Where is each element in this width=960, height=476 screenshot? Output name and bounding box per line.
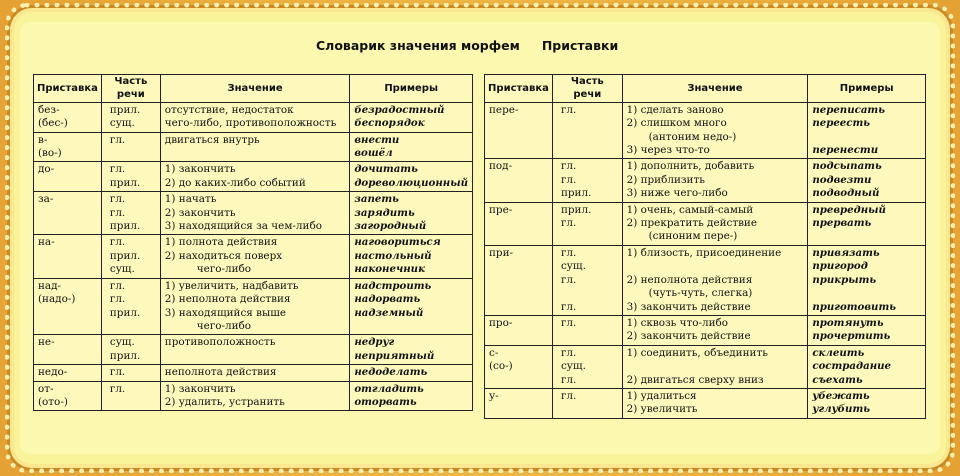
meaning-cell (160, 381, 350, 411)
part-of-speech-line: сущ. (560, 260, 586, 273)
part-of-speech-cell (101, 102, 160, 132)
meaning-line: 1) закончить (164, 382, 236, 395)
meaning-line: чего-либо, противоположность (164, 117, 337, 130)
examples-line: надземный (354, 306, 424, 319)
table-row (485, 245, 926, 315)
meaning-cell (160, 335, 350, 365)
meaning-line: 3) ниже чего-либо (626, 187, 728, 200)
examples-cell (808, 388, 926, 418)
examples-line: съехать (812, 373, 863, 386)
prefix-line: от- (38, 382, 54, 395)
examples-cell (808, 102, 926, 159)
examples-line: углубить (812, 403, 870, 416)
part-of-speech-line: гл. (109, 293, 126, 306)
meaning-cell (160, 162, 350, 192)
examples-line: превредный (812, 203, 886, 216)
examples-line: прикрыть (812, 273, 877, 286)
prefix-cell (485, 202, 553, 245)
meaning-line: 1) полнота действия (164, 236, 278, 249)
prefix-cell (34, 162, 102, 192)
prefix-line: (бес-) (38, 117, 68, 130)
part-of-speech-line: прил. (109, 103, 141, 116)
meaning-line: чего-либо (196, 319, 252, 332)
meaning-line: 2) двигаться сверху вниз (626, 373, 764, 386)
examples-line: пригород (812, 260, 868, 273)
prefix-cell (485, 159, 553, 202)
part-of-speech-line: прил. (109, 306, 141, 319)
prefix-line: пере- (489, 103, 519, 116)
part-of-speech-line: прил. (560, 203, 592, 216)
meaning-line: 1) увеличить, надбавить (164, 279, 299, 292)
part-of-speech-line: прил. (560, 187, 592, 200)
examples-line (812, 131, 921, 144)
prefix-cell (34, 235, 102, 278)
meaning-line: 1) начать (164, 193, 217, 206)
table-header-row (34, 75, 473, 103)
prefix-line: (надо-) (38, 293, 76, 306)
meaning-cell (622, 245, 808, 315)
table-row (485, 388, 926, 418)
examples-cell (808, 345, 926, 388)
meaning-line (627, 360, 804, 373)
prefix-cell (485, 315, 553, 345)
part-of-speech-cell (101, 192, 160, 235)
meaning-line: 2) слишком много (626, 117, 727, 130)
meaning-line: отсутствие, недостаток (164, 103, 294, 116)
meaning-line: 1) сделать заново (626, 103, 724, 116)
meaning-line: 1) очень, самый-самый (626, 203, 754, 216)
meaning-line: 1) близость, присоединение (626, 246, 782, 259)
part-of-speech-line: гл. (560, 389, 577, 402)
header-meaning: Значение (622, 75, 808, 103)
part-of-speech-line: прил. (109, 176, 141, 189)
examples-line: зарядить (354, 206, 415, 219)
meaning-cell (160, 132, 350, 162)
prefix-cell (34, 381, 102, 411)
prefix-table-left (33, 74, 473, 411)
meaning-line: 2) закончить действие (626, 330, 751, 343)
examples-line: подсыпать (812, 160, 882, 173)
meaning-line: чего-либо (196, 263, 252, 276)
prefix-cell (485, 345, 553, 388)
meaning-line: двигаться внутрь (164, 133, 260, 146)
examples-cell (350, 102, 473, 132)
prefix-cell (34, 335, 102, 365)
header-pos: Часть речи (101, 75, 160, 103)
meaning-line: 3) закончить действие (626, 300, 751, 313)
table-row (485, 159, 926, 202)
examples-line: внести (354, 133, 400, 146)
table-row (485, 202, 926, 245)
meaning-line: 1) сквозь что-либо (626, 316, 729, 329)
meaning-line: (антоним недо-) (648, 130, 737, 143)
examples-line: недруг (354, 336, 395, 349)
examples-cell (808, 159, 926, 202)
examples-line: приготовить (812, 300, 896, 313)
prefix-line: без- (38, 103, 60, 116)
meaning-cell (622, 202, 808, 245)
table-row (34, 162, 473, 192)
examples-line: прочертить (812, 330, 891, 343)
part-of-speech-cell (101, 235, 160, 278)
part-of-speech-line: гл. (109, 163, 126, 176)
part-of-speech-cell (552, 202, 622, 245)
prefix-cell (485, 388, 553, 418)
prefix-line: недо- (38, 366, 68, 379)
part-of-speech-line: гл. (560, 316, 577, 329)
part-of-speech-line: сущ. (109, 336, 135, 349)
examples-line: подводный (812, 187, 880, 200)
part-of-speech-line: гл. (560, 300, 577, 313)
examples-cell (350, 192, 473, 235)
examples-line: недоделать (354, 366, 428, 379)
examples-line: перенести (812, 144, 879, 157)
prefix-cell (485, 245, 553, 315)
prefix-line: за- (38, 193, 54, 206)
part-of-speech-line: сущ. (109, 117, 135, 130)
prefix-cell (34, 365, 102, 381)
part-of-speech-line: гл. (560, 173, 577, 186)
part-of-speech-line: прил. (109, 220, 141, 233)
part-of-speech-line: гл. (109, 279, 126, 292)
prefix-cell (34, 102, 102, 132)
meaning-line: 3) через что-то (626, 144, 710, 157)
meaning-cell (622, 102, 808, 159)
table-row (485, 315, 926, 345)
title-text: Словарик значения морфем (316, 38, 520, 53)
header-examples: Примеры (350, 75, 473, 103)
meaning-line: (синоним пере-) (648, 230, 738, 243)
examples-cell (808, 315, 926, 345)
part-of-speech-line: прил. (109, 349, 141, 362)
part-of-speech-line: гл. (560, 346, 577, 359)
part-of-speech-cell (552, 388, 622, 418)
examples-line: переписать (812, 103, 885, 116)
subtitle-text: Приставки (541, 38, 619, 53)
meaning-cell (622, 388, 808, 418)
meaning-cell (160, 235, 350, 278)
part-of-speech-line: прил. (109, 249, 141, 262)
header-meaning: Значение (160, 75, 350, 103)
prefix-line: на- (38, 236, 55, 249)
examples-line: протянуть (812, 316, 884, 329)
examples-line (812, 287, 921, 300)
header-pos: Часть речи (552, 75, 622, 103)
meaning-cell (622, 159, 808, 202)
table-row (34, 102, 473, 132)
meaning-line: 1) дополнить, добавить (626, 160, 755, 173)
meaning-line: 1) закончить (164, 163, 236, 176)
table-row (485, 102, 926, 159)
examples-cell (350, 132, 473, 162)
examples-line: неприятный (354, 349, 435, 362)
table-header-row (485, 75, 926, 103)
examples-line: сострадание (812, 360, 892, 373)
meaning-cell (160, 102, 350, 132)
prefix-line: пре- (489, 203, 513, 216)
part-of-speech-cell (101, 132, 160, 162)
prefix-line: до- (38, 163, 55, 176)
header-prefix: Приставка (34, 75, 102, 103)
meaning-line: 2) закончить (164, 206, 236, 219)
header-prefix: Приставка (485, 75, 553, 103)
examples-line: наконечник (354, 263, 425, 276)
examples-line: убежать (812, 389, 870, 402)
prefix-line: не- (38, 336, 55, 349)
part-of-speech-cell (552, 245, 622, 315)
part-of-speech-line: гл. (109, 133, 126, 146)
part-of-speech-line (561, 287, 618, 300)
meaning-line: 3) находящийся выше (164, 306, 287, 319)
meaning-line: 1) удалиться (626, 389, 697, 402)
examples-cell (350, 335, 473, 365)
part-of-speech-cell (101, 162, 160, 192)
examples-cell (350, 365, 473, 381)
meaning-line: 2) находиться поверх (164, 249, 283, 262)
meaning-line: 1) соединить, объединить (626, 346, 768, 359)
examples-line: безрадостный (354, 103, 445, 116)
meaning-line: 2) прекратить действие (626, 217, 758, 230)
part-of-speech-line: гл. (109, 382, 126, 395)
table-row (34, 335, 473, 365)
examples-line: вошёл (354, 147, 393, 160)
part-of-speech-line: гл. (560, 160, 577, 173)
prefix-line: под- (489, 160, 513, 173)
prefix-line: (со-) (489, 360, 513, 373)
part-of-speech-cell (552, 315, 622, 345)
examples-line: наговориться (354, 236, 441, 249)
part-of-speech-cell (552, 345, 622, 388)
table-row (34, 192, 473, 235)
part-of-speech-cell (552, 102, 622, 159)
examples-cell (350, 162, 473, 192)
header-examples: Примеры (808, 75, 926, 103)
examples-line: загородный (354, 220, 427, 233)
table-row (34, 381, 473, 411)
table-row (34, 132, 473, 162)
meaning-line: 2) удалить, устранить (164, 395, 285, 408)
examples-line: настольный (354, 249, 432, 262)
meaning-cell (622, 315, 808, 345)
meaning-line (627, 260, 804, 273)
part-of-speech-cell (101, 335, 160, 365)
examples-line: переесть (812, 117, 870, 130)
prefix-line: над- (38, 279, 62, 292)
part-of-speech-line: гл. (109, 366, 126, 379)
examples-cell (808, 245, 926, 315)
part-of-speech-line: гл. (560, 246, 577, 259)
prefix-table-right (484, 74, 926, 419)
part-of-speech-line: гл. (560, 273, 577, 286)
examples-line: запеть (354, 193, 399, 206)
examples-line: надорвать (354, 293, 421, 306)
table-row (485, 345, 926, 388)
examples-line: привязать (812, 246, 880, 259)
prefix-line: (ото-) (38, 395, 68, 408)
part-of-speech-line: гл. (560, 103, 577, 116)
meaning-line: 2) приблизить (626, 173, 705, 186)
meaning-line: противоположность (164, 336, 276, 349)
part-of-speech-cell (101, 381, 160, 411)
prefix-cell (34, 132, 102, 162)
examples-line: беспорядок (354, 117, 425, 130)
part-of-speech-line: гл. (109, 236, 126, 249)
examples-cell (350, 381, 473, 411)
table-row (34, 278, 473, 335)
meaning-line: 3) находящийся за чем-либо (164, 220, 322, 233)
part-of-speech-cell (101, 365, 160, 381)
meaning-line: 2) неполнота действия (164, 293, 291, 306)
examples-cell (350, 278, 473, 335)
meaning-cell (160, 365, 350, 381)
part-of-speech-line: сущ. (560, 360, 586, 373)
meaning-line: 2) увеличить (626, 403, 698, 416)
examples-line: надстроить (354, 279, 432, 292)
part-of-speech-cell (101, 278, 160, 335)
part-of-speech-line: сущ. (109, 263, 135, 276)
part-of-speech-cell (552, 159, 622, 202)
page-title (316, 38, 618, 53)
prefix-cell (485, 102, 553, 159)
meaning-line: неполнота действия (164, 366, 277, 379)
meaning-line: (чуть-чуть, слегка) (648, 287, 753, 300)
examples-line: прервать (812, 217, 872, 230)
meaning-cell (160, 278, 350, 335)
examples-line: дочитать (354, 163, 418, 176)
part-of-speech-line: гл. (109, 193, 126, 206)
meaning-cell (622, 345, 808, 388)
meaning-cell (160, 192, 350, 235)
prefix-cell (34, 192, 102, 235)
prefix-line: про- (489, 316, 513, 329)
part-of-speech-line: гл. (109, 206, 126, 219)
part-of-speech-line: гл. (560, 373, 577, 386)
examples-cell (808, 202, 926, 245)
prefix-line: в- (38, 133, 48, 146)
examples-line: оторвать (354, 395, 417, 408)
meaning-line: 2) до каких-либо событий (164, 176, 306, 189)
examples-line: отгладить (354, 382, 424, 395)
examples-cell (350, 235, 473, 278)
table-row (34, 235, 473, 278)
table-row (34, 365, 473, 381)
examples-line: подвезти (812, 173, 872, 186)
prefix-line: при- (489, 246, 514, 259)
examples-line: дореволюционный (354, 176, 468, 189)
prefix-line: с- (489, 346, 499, 359)
examples-line: склеить (812, 346, 865, 359)
prefix-line: (во-) (38, 147, 62, 160)
prefix-cell (34, 278, 102, 335)
part-of-speech-line: гл. (560, 217, 577, 230)
prefix-line: у- (489, 389, 499, 402)
meaning-line: 2) неполнота действия (626, 273, 753, 286)
